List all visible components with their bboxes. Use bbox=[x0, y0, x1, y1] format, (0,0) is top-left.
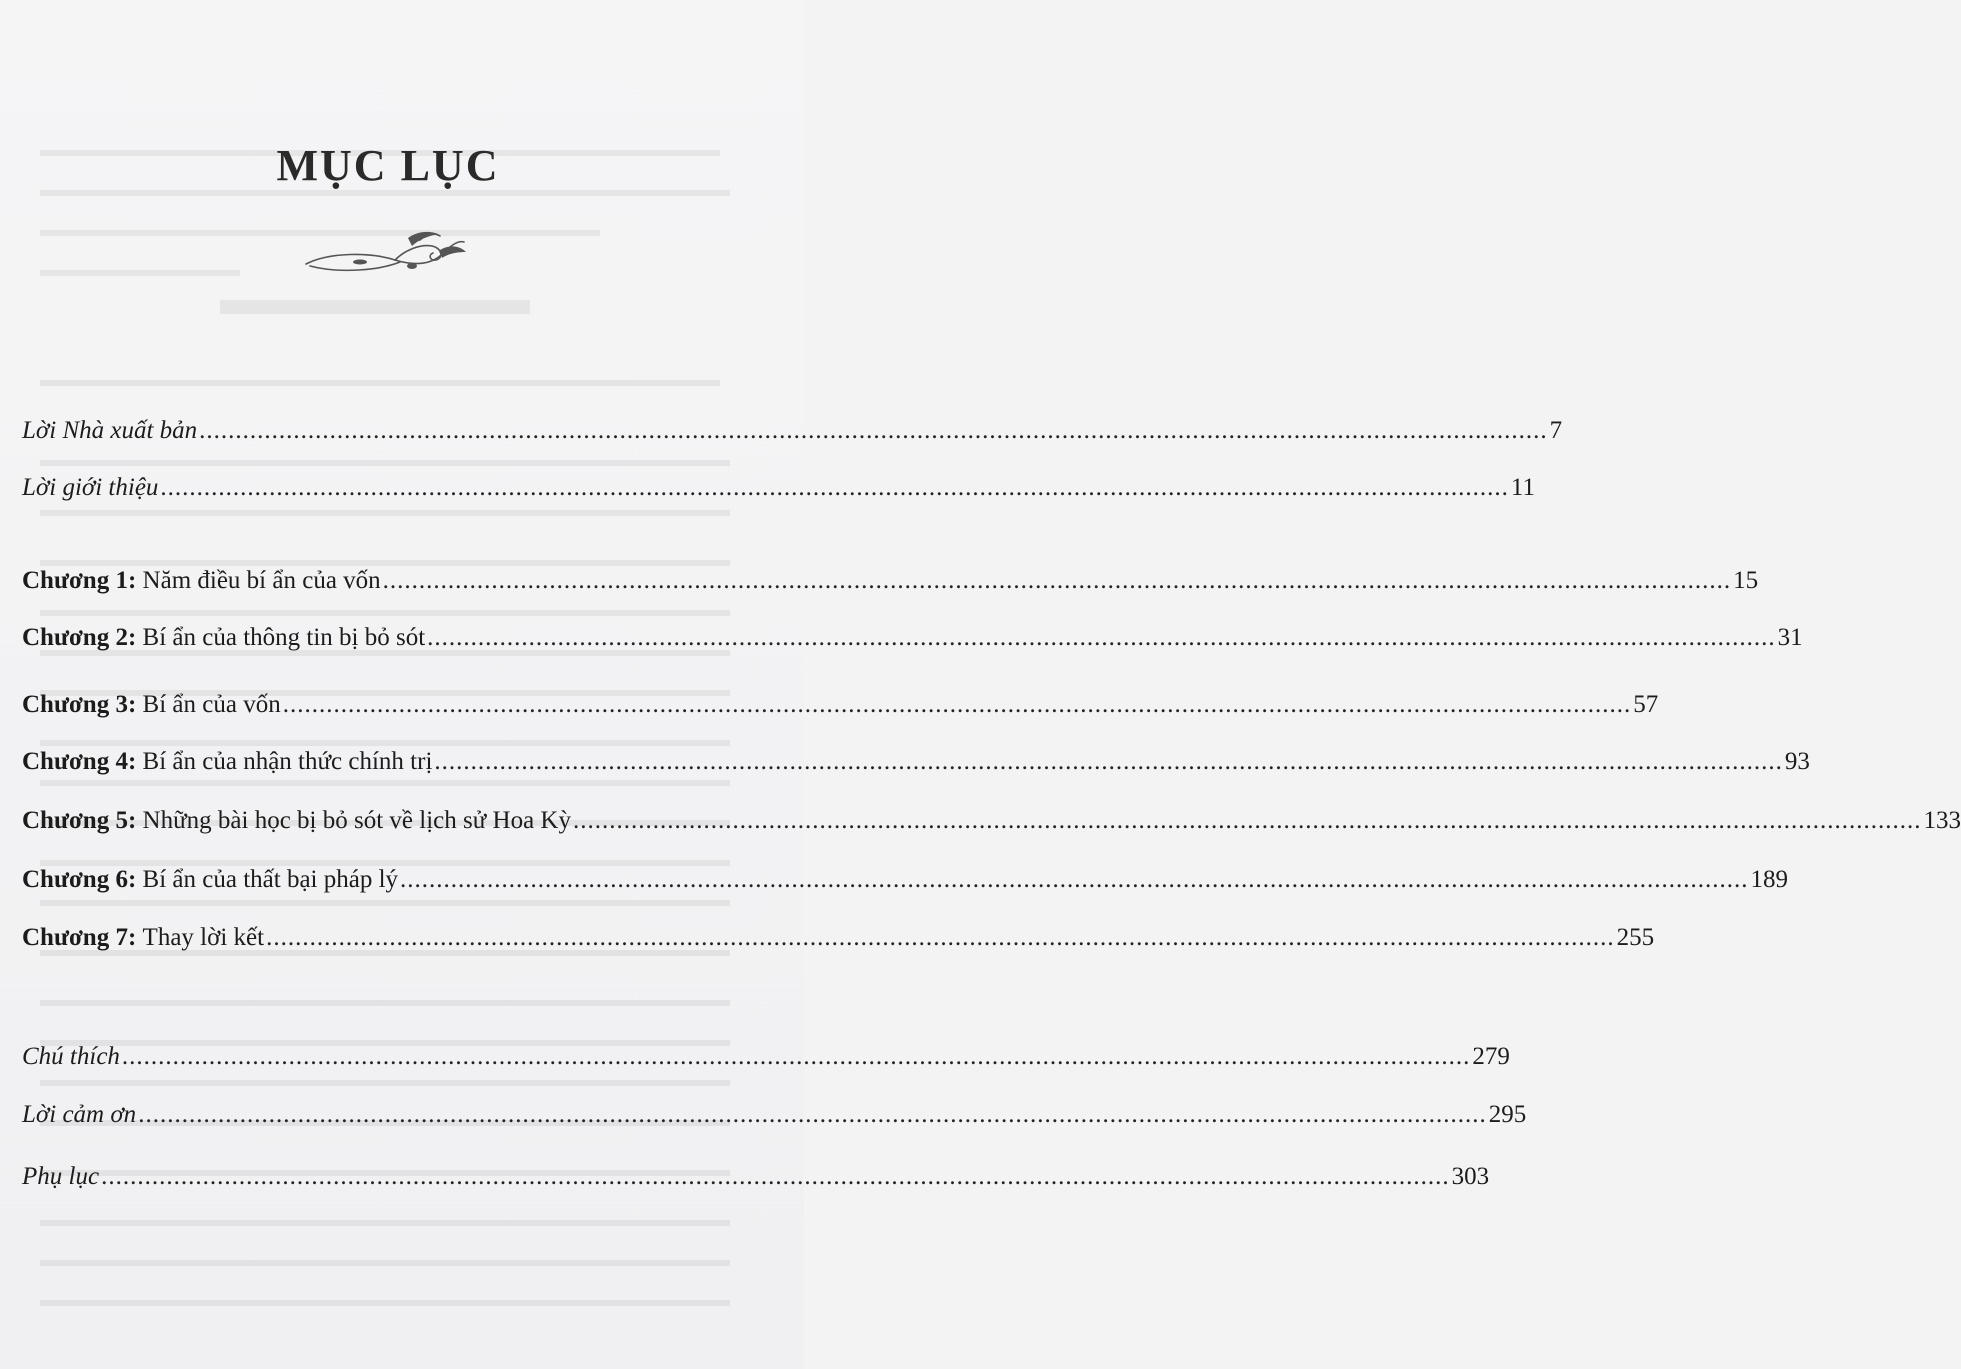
dot-leader: .......................................................................................................................................................................................... bbox=[282, 691, 1632, 718]
toc-entry-title: Lời Nhà xuất bản bbox=[22, 417, 198, 444]
chapter-title: Thay lời kết bbox=[142, 924, 265, 951]
chapter-page: 133 bbox=[1923, 807, 1961, 834]
toc-entry-chu-thich[interactable] bbox=[22, 1037, 1510, 1077]
dot-leader: .......................................................................................................................................................................................... bbox=[101, 1163, 1450, 1190]
flourish-ornament bbox=[300, 230, 468, 280]
dot-leader: .......................................................................................................................................................................................... bbox=[121, 1043, 1471, 1070]
dot-leader: .......................................................................................................................................................................................... bbox=[266, 924, 1615, 951]
chapter-page: 93 bbox=[1784, 748, 1810, 775]
dot-leader: .......................................................................................................................................................................................... bbox=[382, 567, 1732, 594]
toc-entry-page: 7 bbox=[1549, 417, 1563, 444]
toc-entry-chapter-4[interactable] bbox=[22, 742, 1810, 782]
toc-entry-title: Chú thích bbox=[22, 1043, 120, 1070]
chapter-title: Bí ẩn của thông tin bị bỏ sót bbox=[142, 624, 426, 651]
toc-entry-page: 11 bbox=[1510, 474, 1535, 501]
toc-entry-loi-cam-on[interactable] bbox=[22, 1095, 1527, 1135]
dot-leader: .......................................................................................................................................................................................... bbox=[400, 866, 1749, 893]
toc-entry-chapter-1[interactable] bbox=[22, 561, 1759, 601]
page-title: MỤC LỤC bbox=[276, 141, 500, 190]
toc-entry-page: 303 bbox=[1451, 1163, 1490, 1190]
toc-entry-title: Phụ lục bbox=[22, 1163, 100, 1190]
chapter-page: 57 bbox=[1633, 691, 1659, 718]
chapter-number: Chương 2: bbox=[22, 624, 137, 651]
toc-entry-loi-nha-xuat-ban[interactable] bbox=[22, 411, 1563, 451]
toc-entry-chapter-6[interactable] bbox=[22, 860, 1789, 900]
chapter-page: 255 bbox=[1616, 924, 1655, 951]
chapter-number: Chương 6: bbox=[22, 866, 137, 893]
chapter-number: Chương 1: bbox=[22, 567, 137, 594]
dot-leader: .......................................................................................................................................................................................... bbox=[138, 1101, 1487, 1128]
toc-entry-loi-gioi-thieu[interactable] bbox=[22, 468, 1535, 508]
chapter-page: 15 bbox=[1733, 567, 1759, 594]
dot-leader: .......................................................................................................................................................................................... bbox=[199, 417, 1548, 444]
chapter-title: Bí ẩn của vốn bbox=[142, 691, 281, 718]
dot-leader: .......................................................................................................................................................................................... bbox=[160, 474, 1509, 501]
chapter-title: Năm điều bí ẩn của vốn bbox=[142, 567, 381, 594]
dot-leader: .......................................................................................................................................................................................... bbox=[427, 624, 1776, 651]
toc-entry-title: Lời cảm ơn bbox=[22, 1101, 137, 1128]
toc-entry-chapter-5[interactable] bbox=[22, 801, 1961, 841]
toc-entry-phu-luc[interactable] bbox=[22, 1157, 1490, 1197]
toc-entry-chapter-7[interactable] bbox=[22, 918, 1655, 958]
chapter-number: Chương 7: bbox=[22, 924, 137, 951]
chapter-number: Chương 5: bbox=[22, 807, 137, 834]
chapter-title: Bí ẩn của thất bại pháp lý bbox=[142, 866, 399, 893]
chapter-number: Chương 3: bbox=[22, 691, 137, 718]
chapter-title: Bí ẩn của nhận thức chính trị bbox=[142, 748, 433, 775]
toc-entry-chapter-2[interactable] bbox=[22, 618, 1803, 658]
chapter-page: 189 bbox=[1750, 866, 1789, 893]
toc-entry-title: Lời giới thiệu bbox=[22, 474, 159, 501]
toc-entry-page: 279 bbox=[1472, 1043, 1510, 1070]
dot-leader: .......................................................................................................................................................................................... bbox=[434, 748, 1783, 775]
chapter-page: 31 bbox=[1777, 624, 1803, 651]
toc-entry-page: 295 bbox=[1488, 1101, 1527, 1128]
toc-entry-chapter-3[interactable] bbox=[22, 685, 1659, 725]
chapter-number: Chương 4: bbox=[22, 748, 137, 775]
dot-leader: .......................................................................................................................................................................................... bbox=[572, 807, 1922, 834]
chapter-title: Những bài học bị bỏ sót về lịch sử Hoa Kỳ bbox=[142, 807, 571, 834]
